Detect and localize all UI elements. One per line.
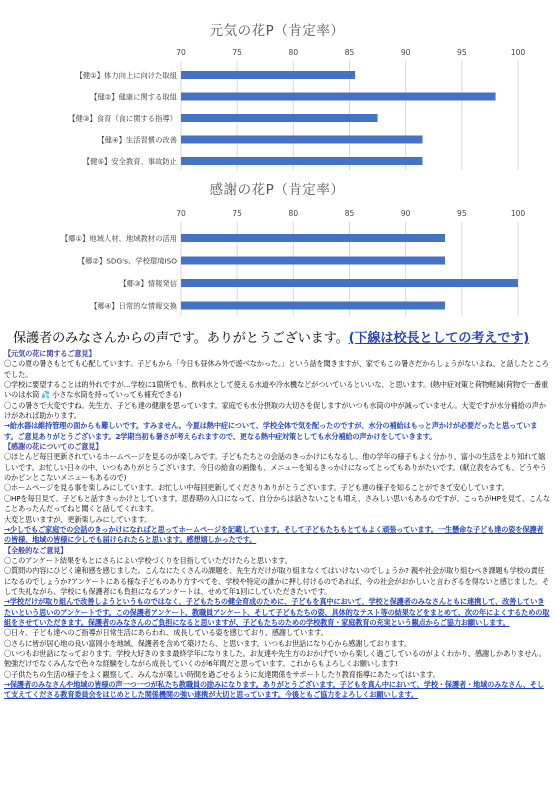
section-heading: 【元気の花に関するご意見】	[4, 349, 96, 358]
category-label: 【郷①】地域人材、地域教材の活用	[61, 234, 177, 243]
chart-kansha	[0, 170, 554, 320]
parent-comment: 〇さらに皆が居心地の良い富岡小を地域、保護者を含めて築けたら、と思います。いつもお世話になり心から感謝しております。	[4, 638, 412, 648]
bar	[181, 71, 355, 79]
parent-comment: 〇子供たちの生活の様子をよく観察して、みんなが楽しい時間を過ごせるように友達関係をサポートしたり教育指導にあたってはいます。	[4, 669, 440, 679]
bar	[181, 93, 496, 101]
bar	[181, 136, 423, 144]
principal-response: →給水器は維持管理の面からも難しいです。すみません。今夏は熱中症について、学校全体で気を配ったのですが、水分の補給はもっと声かけが必要だったと思っています。ご意見ありがとうございます。2学期当初も暑さが考えられますので、更なる熱中症対策としても水分補給の声かけをしていきます。	[4, 421, 538, 441]
heading-note: (下線は校長としての考えです)	[348, 331, 530, 346]
parent-comment: 大変と思いますが、更新楽しみにしています。	[4, 514, 152, 524]
bar	[181, 157, 423, 165]
tick-label: 70	[176, 209, 186, 218]
category-label: 【郷③】情報発信	[119, 279, 177, 288]
tick-label: 100	[510, 209, 526, 218]
tick-label: 100	[510, 48, 526, 57]
tick-label: 85	[344, 209, 355, 218]
principal-response: →少しでもご家庭での会話のきっかけになればと思ってホームページを記載しています。そして子どもたちもとてもよく頑張っています。一生懸命な子ども達の姿を保護者の皆様、地域の皆様に少しでも届けられたらと思います。感想嬉しかったです。	[4, 524, 544, 545]
page-heading	[13, 327, 529, 346]
tick-label: 95	[457, 48, 467, 57]
comments-body	[4, 349, 550, 701]
parent-comment: 〇学校に要望することは的外れですが…学校に1箇所でも、飲料水として使える水道や冷水機などがついているといいな、と思います。(熱中症対策と荷物軽減(荷物で一番重いのは水筒 💦 小さな水筒を持っていっても補充できる)	[4, 380, 549, 400]
parent-comment: 〇いつもお世話になっております。学校大好きのまま最終学年になりました。お友達や先生方のおかげでいから楽しく過ごしているのがよくわかり、感謝しかありません。勉強だけでなくみんなで色々な経験をしながら成長していくのが6年間だと思っています。これからもよろしくお願いします!	[4, 648, 546, 669]
bar	[181, 302, 445, 310]
principal-response: →保護者のみなさんや地域の皆様の声一つ一つが私たち教職員の励みになります。ありがとうございます。子どもを真ん中において、学校・保護者・地域のみなさん、そして支えてくださる教育委員会をはじめとした関係機関の強い連携が大切と思っています。今後ともご協力をよろしくお願いします。	[4, 680, 544, 700]
section-heading: 【感謝の花についてのご意見】	[4, 442, 103, 452]
category-label: 【郷④】日常的な情報交換	[90, 301, 177, 311]
tick-label: 85	[344, 48, 355, 57]
heading-main: 保護者のみなさんからの声です。ありがとうございます。	[13, 331, 349, 346]
category-label: 【健④】生活習慣の改善	[97, 135, 177, 145]
bar	[181, 257, 445, 265]
parent-comment: 〇HPを毎日見て、子どもと話すきっかけとしています。思春期の入口になって、自分からは話さないことも増え、さみしい思いもあるのですが、こっちがHPを見て、こんなことあったんだってねと聞くと話してくれます。	[4, 493, 550, 514]
section-heading: 【全般的なご意見】	[4, 545, 68, 555]
category-label: 【健②】健康に関する取組	[90, 92, 177, 102]
parent-comment: 〇日々、子ども達へのご指導が日常生活にあらわれ、成長している姿を感じており、感謝しています。	[4, 628, 328, 638]
bar-chart	[0, 170, 554, 320]
chart-title: 元気の花P（肯定率）	[209, 23, 345, 39]
category-label: 【健①】体力向上に向けた取組	[75, 71, 177, 80]
tick-label: 90	[400, 209, 411, 218]
tick-label: 80	[288, 48, 299, 57]
tick-label: 80	[288, 209, 299, 218]
chart-genki	[0, 0, 554, 170]
tick-label: 90	[400, 48, 411, 57]
parent-comment: 〇ホームページを見る事を楽しみにしています。お忙しい中毎回更新してくださりありがとうございます。子ども達の様子を知ることができて安心しています。	[4, 483, 509, 493]
tick-label: 70	[176, 48, 186, 57]
bar-chart	[0, 0, 554, 170]
tick-label: 75	[232, 209, 242, 218]
principal-response: →学校だけが取り組んで改善しようというものではなく、子どもたちの健全育成のために、子どもを真中において、学校と保護者のみなさんともに連携して、改善していきたいという思いのアンケートです。この保護者アンケート、教職員アンケート、そして子どもたちの姿、具体的なテスト等の結果などをまとめて、次の年によくするための取組をさせていただきます。保護者のみなさんのご負担になると思いますが、子どもたちのための学校教育・家庭教育の充実という観点からご協力お願いします。	[4, 597, 550, 627]
bar	[181, 114, 378, 122]
parent-comment: 〇この暑さで大変ですね。先生方、子ども達の健康を思っています。家庭でも水分摂取の大切さを促しますがいつも水筒の中が減っていません。大変ですが水分補給の声かけがあれば助かります。	[4, 400, 546, 421]
category-label: 【健⑤】安全教育、事故防止	[82, 157, 177, 166]
category-label: 【郷②】SDG's、学校環境ISO	[77, 256, 177, 266]
parent-comment: 〇この夏の暑さもとても心配しています。子どもから「今日も昼休み外で遊べなかった。」という話を聞きますが、家でもこの暑さだからしょうがないよね、と話したところでした。	[4, 359, 549, 379]
tick-label: 95	[457, 209, 467, 218]
tick-label: 75	[232, 48, 242, 57]
bar	[181, 234, 445, 242]
parent-comment: 〇質問の内容にひどく違和感を感じました。こんなにたくさんの課題を、先生方だけが取り組まなくてはいけないのでしょうか? 親や社会が取り組むべき課題も学校の責任になるのでしょうか?アンケートにある様な子どものあり方すべてを、学校や特定の誰かに押し付けるのであれば、今の社会がおかしいと言わざるを得ないと感じました。そして失礼ながら、学校にも保護者にも負担になるアンケートは、せめて年1回にしていただきたいです。	[4, 566, 549, 596]
parent-comment: 〇このアンケート結果をもとにさらによい学校づくりを目指していただけたらと思います。	[4, 555, 292, 565]
chart-title: 感謝の花P（肯定率）	[209, 182, 345, 198]
category-label: 【健③】食育（食に関する指導）	[68, 114, 177, 123]
bar	[181, 279, 518, 287]
parent-comment: 〇ほとんど毎日更新されているホームページを見るのが楽しみです。子どもたちとの会話のきっかけにもなるし、他の学年の様子もよく分かり、富小の生活をより知れて嬉しいです。お忙しい日々の中、いつもありがとうございます。今日の給食の画像も、メニューを知るきっかけになってとってもありがたいです。(献立表をみても、どうやうのかピンとこないメニューもあるので)	[4, 452, 547, 483]
